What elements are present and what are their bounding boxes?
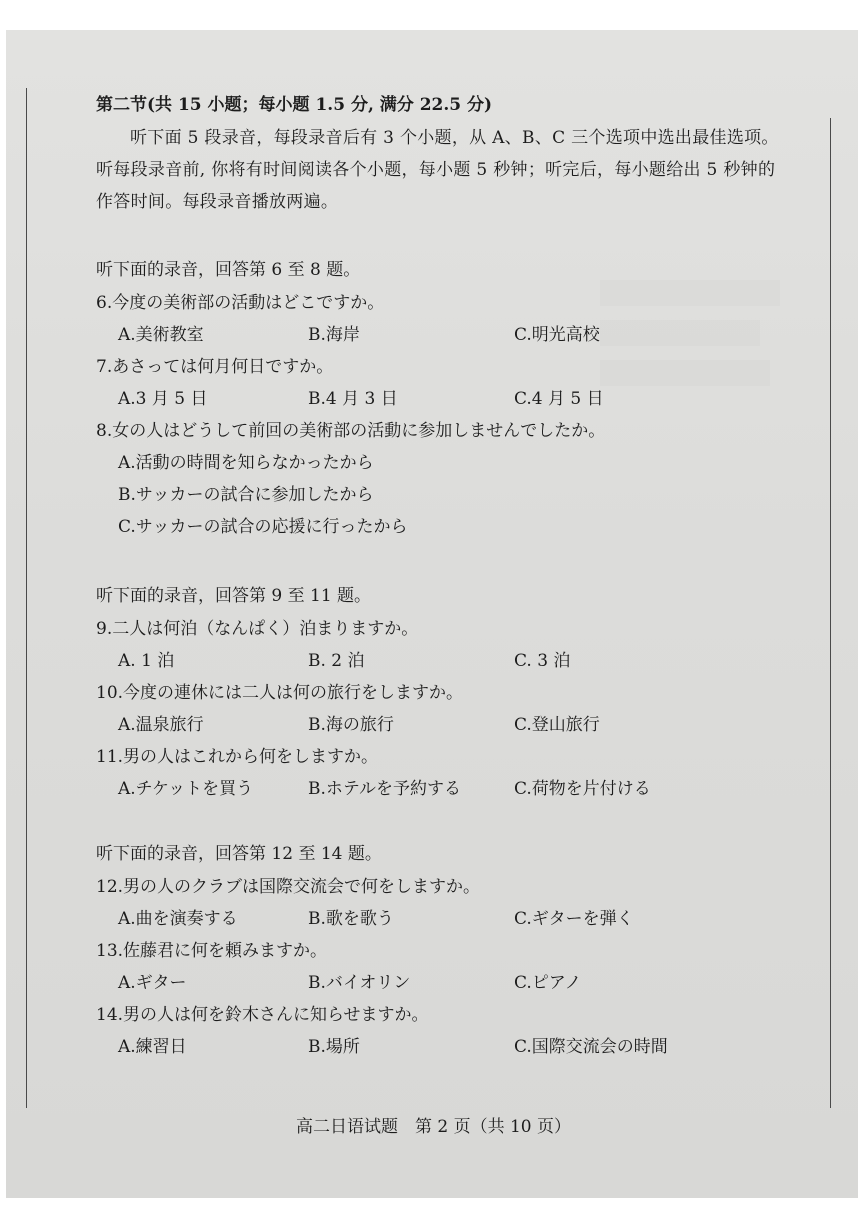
option-c: C.国際交流会の時間 (514, 1037, 668, 1057)
options-row (96, 903, 786, 935)
section-instructions: 听下面 5 段录音，每段录音后有 3 个小题，从 A、B、C 三个选项中选出最佳选项。听每段录音前, 你将有时间阅读各个小题，每小题 5 秒钟；听完后，每小题给出 5 秒钟的作答时间。每段录音播放两遍。 (96, 128, 779, 212)
option-a: A.曲を演奏する (118, 909, 238, 929)
option-a: A.活動の時間を知らなかったから (118, 453, 374, 473)
option-a: A. 1 泊 (118, 651, 175, 671)
left-margin-rule (26, 88, 27, 1108)
option-a: A.3 月 5 日 (118, 389, 208, 409)
group-prompt: 听下面的录音，回答第 9 至 11 题。 (96, 586, 372, 606)
option-b: B.サッカーの試合に参加したから (118, 485, 374, 505)
page-footer: 高二日语试题 第 2 页（共 10 页） (295, 1117, 572, 1137)
question-10: 10.今度の連休には二人は何の旅行をしますか。 (96, 683, 464, 703)
question-group-1 (96, 254, 786, 543)
options-row (96, 967, 786, 999)
options-row (96, 383, 786, 415)
option-c: C.ギターを弾く (514, 909, 634, 929)
option-b: B.バイオリン (308, 973, 411, 993)
section-heading: 第二节(共 15 小题；每小题 1.5 分, 满分 22.5 分) (96, 95, 493, 115)
option-a: A.練習日 (118, 1037, 187, 1057)
option-b: B.歌を歌う (308, 909, 394, 929)
question-13: 13.佐藤君に何を頼みますか。 (96, 941, 328, 961)
question-group-3 (96, 838, 786, 1063)
options-row (96, 645, 786, 677)
option-a: A.温泉旅行 (118, 715, 204, 735)
options-row (96, 1031, 786, 1063)
question-7: 7.あさっては何月何日ですか。 (96, 357, 334, 377)
question-group-2 (96, 580, 786, 805)
option-a: A.ギター (118, 973, 187, 993)
group-prompt: 听下面的录音，回答第 12 至 14 题。 (96, 844, 382, 864)
option-c: C.明光高校 (514, 325, 600, 345)
option-b: B. 2 泊 (308, 651, 365, 671)
option-a: A.美術教室 (118, 325, 204, 345)
question-12: 12.男の人のクラブは国際交流会で何をしますか。 (96, 877, 481, 897)
option-c: C.サッカーの試合の応援に行ったから (118, 517, 408, 537)
option-c: C.荷物を片付ける (514, 779, 651, 799)
option-c: C.4 月 5 日 (514, 389, 604, 409)
option-b: B.海岸 (308, 325, 360, 345)
section-content (96, 88, 786, 1057)
option-b: B.海の旅行 (308, 715, 394, 735)
option-c: C.登山旅行 (514, 715, 600, 735)
question-11: 11.男の人はこれから何をしますか。 (96, 747, 379, 767)
options-row (96, 709, 786, 741)
option-b: B.ホテルを予約する (308, 779, 462, 799)
options-row (96, 773, 786, 805)
question-8: 8.女の人はどうして前回の美術部の活動に参加しませんでしたか。 (96, 421, 606, 441)
right-margin-rule (830, 118, 831, 1108)
option-c: C. 3 泊 (514, 651, 571, 671)
option-c: C.ピアノ (514, 973, 582, 993)
option-a: A.チケットを買う (118, 779, 254, 799)
option-b: B.4 月 3 日 (308, 389, 398, 409)
option-b: B.場所 (308, 1037, 360, 1057)
question-9: 9.二人は何泊（なんぱく）泊まりますか。 (96, 619, 419, 639)
question-6: 6.今度の美術部の活動はどこですか。 (96, 293, 385, 313)
question-14: 14.男の人は何を鈴木さんに知らせますか。 (96, 1005, 429, 1025)
group-prompt: 听下面的录音，回答第 6 至 8 题。 (96, 260, 361, 280)
options-row (96, 319, 786, 351)
